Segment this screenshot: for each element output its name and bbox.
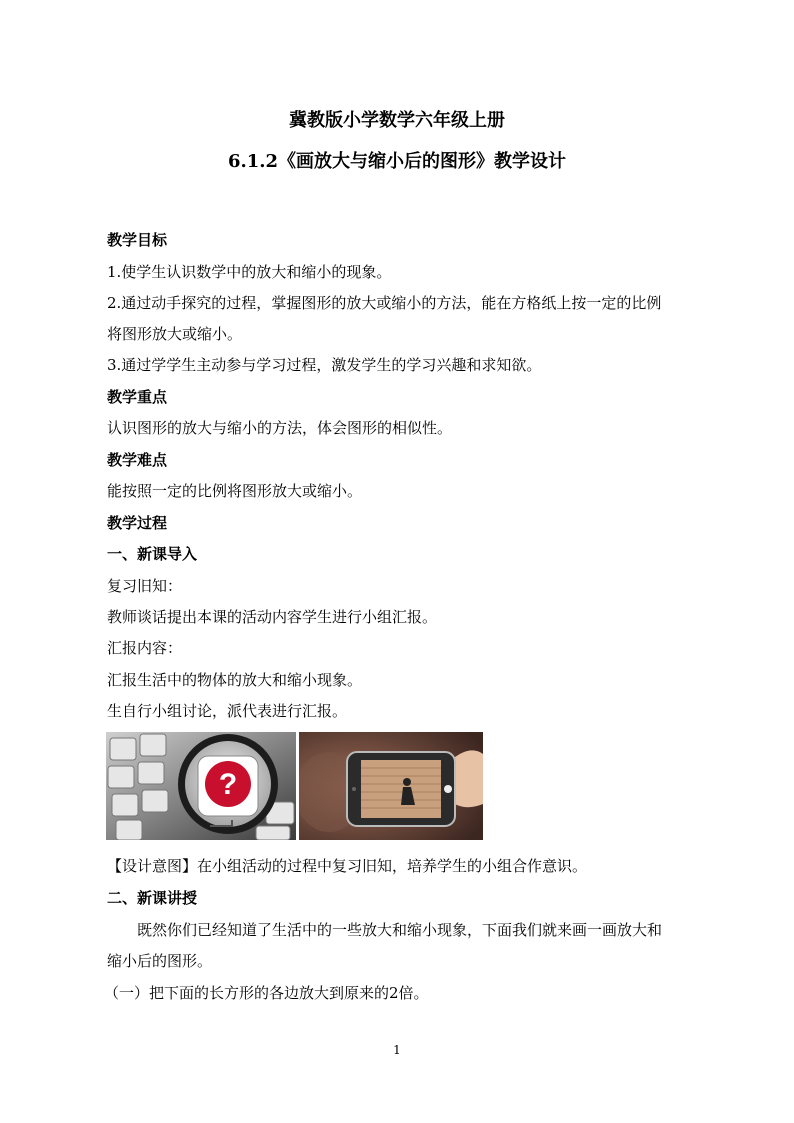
paragraph: 1.使学生认识数学中的放大和缩小的现象。 bbox=[107, 263, 392, 281]
paragraph: 既然你们已经知道了生活中的一些放大和缩小现象，下面我们就来画一画放大和 bbox=[137, 921, 663, 939]
paragraph: 汇报生活中的物体的放大和缩小现象。 bbox=[107, 671, 363, 689]
section-heading-key-points: 教学重点 bbox=[107, 388, 168, 406]
question-mark-icon: ? bbox=[218, 768, 238, 801]
section-heading-introduction: 一、新课导入 bbox=[107, 545, 198, 563]
paragraph-design-intent: 【设计意图】在小组活动的过程中复习旧知，培养学生的小组合作意识。 bbox=[107, 857, 588, 875]
keyboard-magnifier-image bbox=[106, 732, 296, 840]
keyboard-magnifier-drawing bbox=[106, 732, 296, 840]
document-subtitle: 6.1.2《画放大与缩小后的图形》教学设计 bbox=[227, 151, 567, 172]
paragraph: 将图形放大或缩小。 bbox=[107, 325, 243, 343]
paragraph: 教师谈话提出本课的活动内容学生进行小组汇报。 bbox=[107, 608, 438, 626]
paragraph: （一）把下面的长方形的各边放大到原来的2倍。 bbox=[104, 984, 429, 1002]
section-heading-new-lesson: 二、新课讲授 bbox=[107, 889, 198, 907]
phone-photo-image bbox=[299, 732, 483, 840]
paragraph: 3.通过学学生主动参与学习过程，激发学生的学习兴趣和求知欲。 bbox=[107, 356, 542, 374]
page-number: 1 bbox=[393, 1043, 401, 1057]
paragraph: 认识图形的放大与缩小的方法，体会图形的相似性。 bbox=[107, 419, 453, 437]
section-heading-objectives: 教学目标 bbox=[107, 231, 168, 249]
phone-photo-drawing bbox=[299, 732, 483, 840]
paragraph: 汇报内容： bbox=[107, 639, 183, 657]
paragraph: 复习旧知： bbox=[107, 577, 183, 595]
paragraph: 能按照一定的比例将图形放大或缩小。 bbox=[107, 482, 363, 500]
paragraph: 生自行小组讨论，派代表进行汇报。 bbox=[107, 702, 348, 720]
paragraph: 2.通过动手探究的过程，掌握图形的放大或缩小的方法，能在方格纸上按一定的比例 bbox=[107, 294, 662, 312]
section-heading-difficulties: 教学难点 bbox=[107, 451, 168, 469]
paragraph: 缩小后的图形。 bbox=[107, 952, 213, 970]
section-heading-process: 教学过程 bbox=[107, 514, 168, 532]
document-title: 冀教版小学数学六年级上册 bbox=[289, 110, 505, 131]
